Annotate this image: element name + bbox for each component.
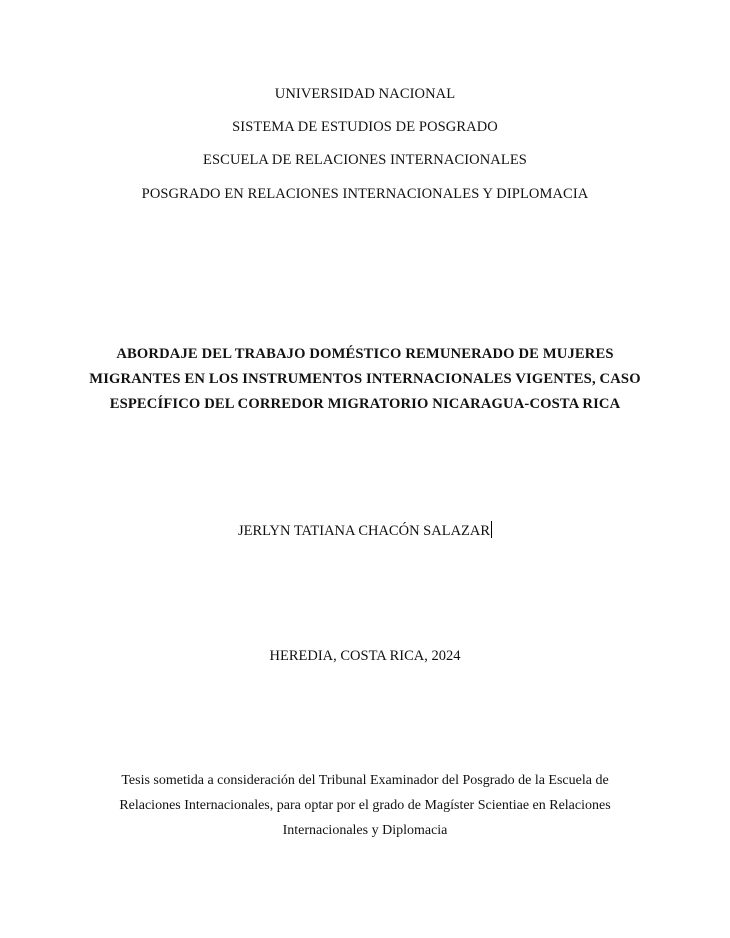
graduate-system-name: SISTEMA DE ESTUDIOS DE POSGRADO bbox=[232, 119, 498, 135]
school-name: ESCUELA DE RELACIONES INTERNACIONALES bbox=[203, 152, 527, 168]
program-name: POSGRADO EN RELACIONES INTERNACIONALES Y DIPLOMACIA bbox=[141, 186, 589, 202]
statement-line: Relaciones Internacionales, para optar por el grado de Magíster Scientiae en Relaciones bbox=[119, 798, 611, 813]
statement-line: Tesis sometida a consideración del Tribunal Examinador del Posgrado de la Escuela de bbox=[121, 773, 609, 788]
statement-line: Internacionales y Diplomacia bbox=[282, 823, 448, 838]
university-name: UNIVERSIDAD NACIONAL bbox=[274, 86, 456, 102]
author-line[interactable] bbox=[0, 521, 730, 540]
author-name: JERLYN TATIANA CHACÓN SALAZAR bbox=[237, 523, 491, 539]
place-and-year: HEREDIA, COSTA RICA, 2024 bbox=[269, 648, 461, 664]
text-cursor bbox=[491, 521, 492, 538]
thesis-title-line: ESPECÍFICO DEL CORREDOR MIGRATORIO NICARAGUA-COSTA RICA bbox=[109, 396, 621, 412]
thesis-title-line: MIGRANTES EN LOS INSTRUMENTOS INTERNACIONALES VIGENTES, CASO bbox=[89, 371, 641, 387]
thesis-title-line: ABORDAJE DEL TRABAJO DOMÉSTICO REMUNERADO DE MUJERES bbox=[116, 346, 614, 362]
